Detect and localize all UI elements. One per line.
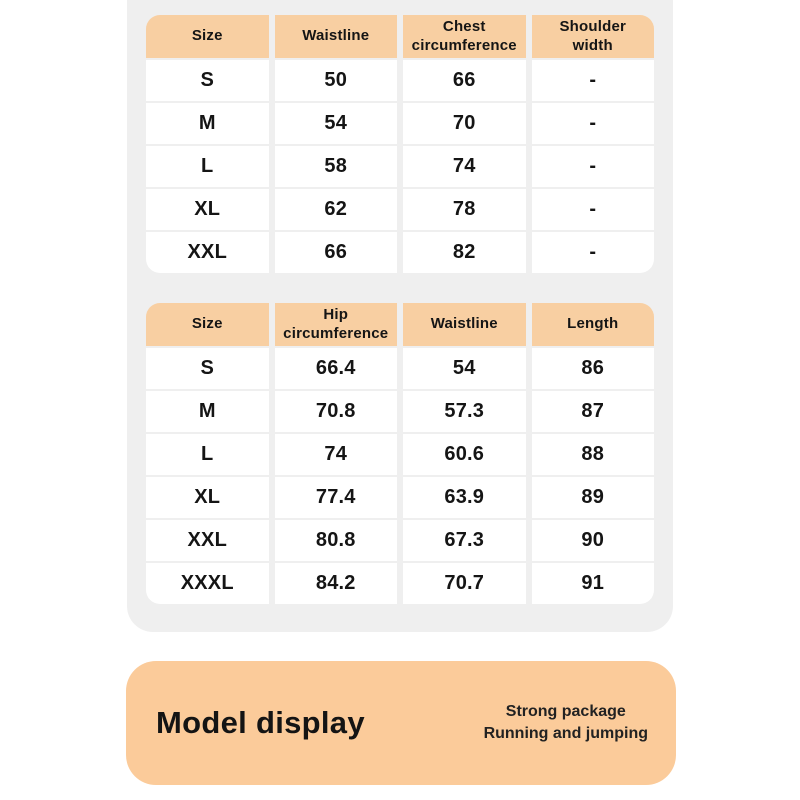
value-cell: - — [532, 60, 655, 101]
size-cell: M — [146, 103, 269, 144]
value-cell: - — [532, 189, 655, 230]
value-cell: 58 — [275, 146, 398, 187]
size-cell: S — [146, 348, 269, 389]
size-tables-panel — [127, 0, 673, 632]
column-header: Length — [532, 303, 655, 346]
model-display-banner — [126, 661, 676, 785]
value-cell: 62 — [275, 189, 398, 230]
size-cell: S — [146, 60, 269, 101]
size-cell: XL — [146, 189, 269, 230]
column-header: Chest circumference — [403, 15, 526, 58]
column-header: Shoulder width — [532, 15, 655, 58]
column-header: Size — [146, 15, 269, 58]
banner-note-line-1: Strong package — [505, 703, 626, 720]
value-cell: 88 — [532, 434, 655, 475]
value-cell: 91 — [532, 563, 655, 604]
value-cell: 54 — [403, 348, 526, 389]
column-header: Waistline — [403, 303, 526, 346]
value-cell: 70.7 — [403, 563, 526, 604]
value-cell: 66 — [403, 60, 526, 101]
column-header: Hip circumference — [275, 303, 398, 346]
value-cell: - — [532, 232, 655, 273]
size-cell: XXXL — [146, 563, 269, 604]
banner-note-line-2: Running and jumping — [483, 725, 648, 742]
value-cell: - — [532, 146, 655, 187]
value-cell: 54 — [275, 103, 398, 144]
value-cell: 77.4 — [275, 477, 398, 518]
value-cell: 78 — [403, 189, 526, 230]
value-cell: 66 — [275, 232, 398, 273]
value-cell: 60.6 — [403, 434, 526, 475]
value-cell: 82 — [403, 232, 526, 273]
value-cell: 84.2 — [275, 563, 398, 604]
value-cell: 70.8 — [275, 391, 398, 432]
size-cell: XXL — [146, 232, 269, 273]
value-cell: 70 — [403, 103, 526, 144]
size-table-top — [146, 15, 654, 273]
value-cell: 87 — [532, 391, 655, 432]
value-cell: 90 — [532, 520, 655, 561]
size-cell: M — [146, 391, 269, 432]
size-cell: XXL — [146, 520, 269, 561]
size-cell: XL — [146, 477, 269, 518]
size-cell: L — [146, 434, 269, 475]
value-cell: 80.8 — [275, 520, 398, 561]
column-header: Size — [146, 303, 269, 346]
value-cell: 50 — [275, 60, 398, 101]
value-cell: 67.3 — [403, 520, 526, 561]
column-header: Waistline — [275, 15, 398, 58]
value-cell: 66.4 — [275, 348, 398, 389]
value-cell: 63.9 — [403, 477, 526, 518]
value-cell: 89 — [532, 477, 655, 518]
banner-title: Model display — [156, 705, 365, 740]
value-cell: 74 — [403, 146, 526, 187]
value-cell: 57.3 — [403, 391, 526, 432]
value-cell: 74 — [275, 434, 398, 475]
value-cell: - — [532, 103, 655, 144]
size-cell: L — [146, 146, 269, 187]
size-table-bottom — [146, 303, 654, 604]
banner-note — [484, 701, 648, 745]
value-cell: 86 — [532, 348, 655, 389]
